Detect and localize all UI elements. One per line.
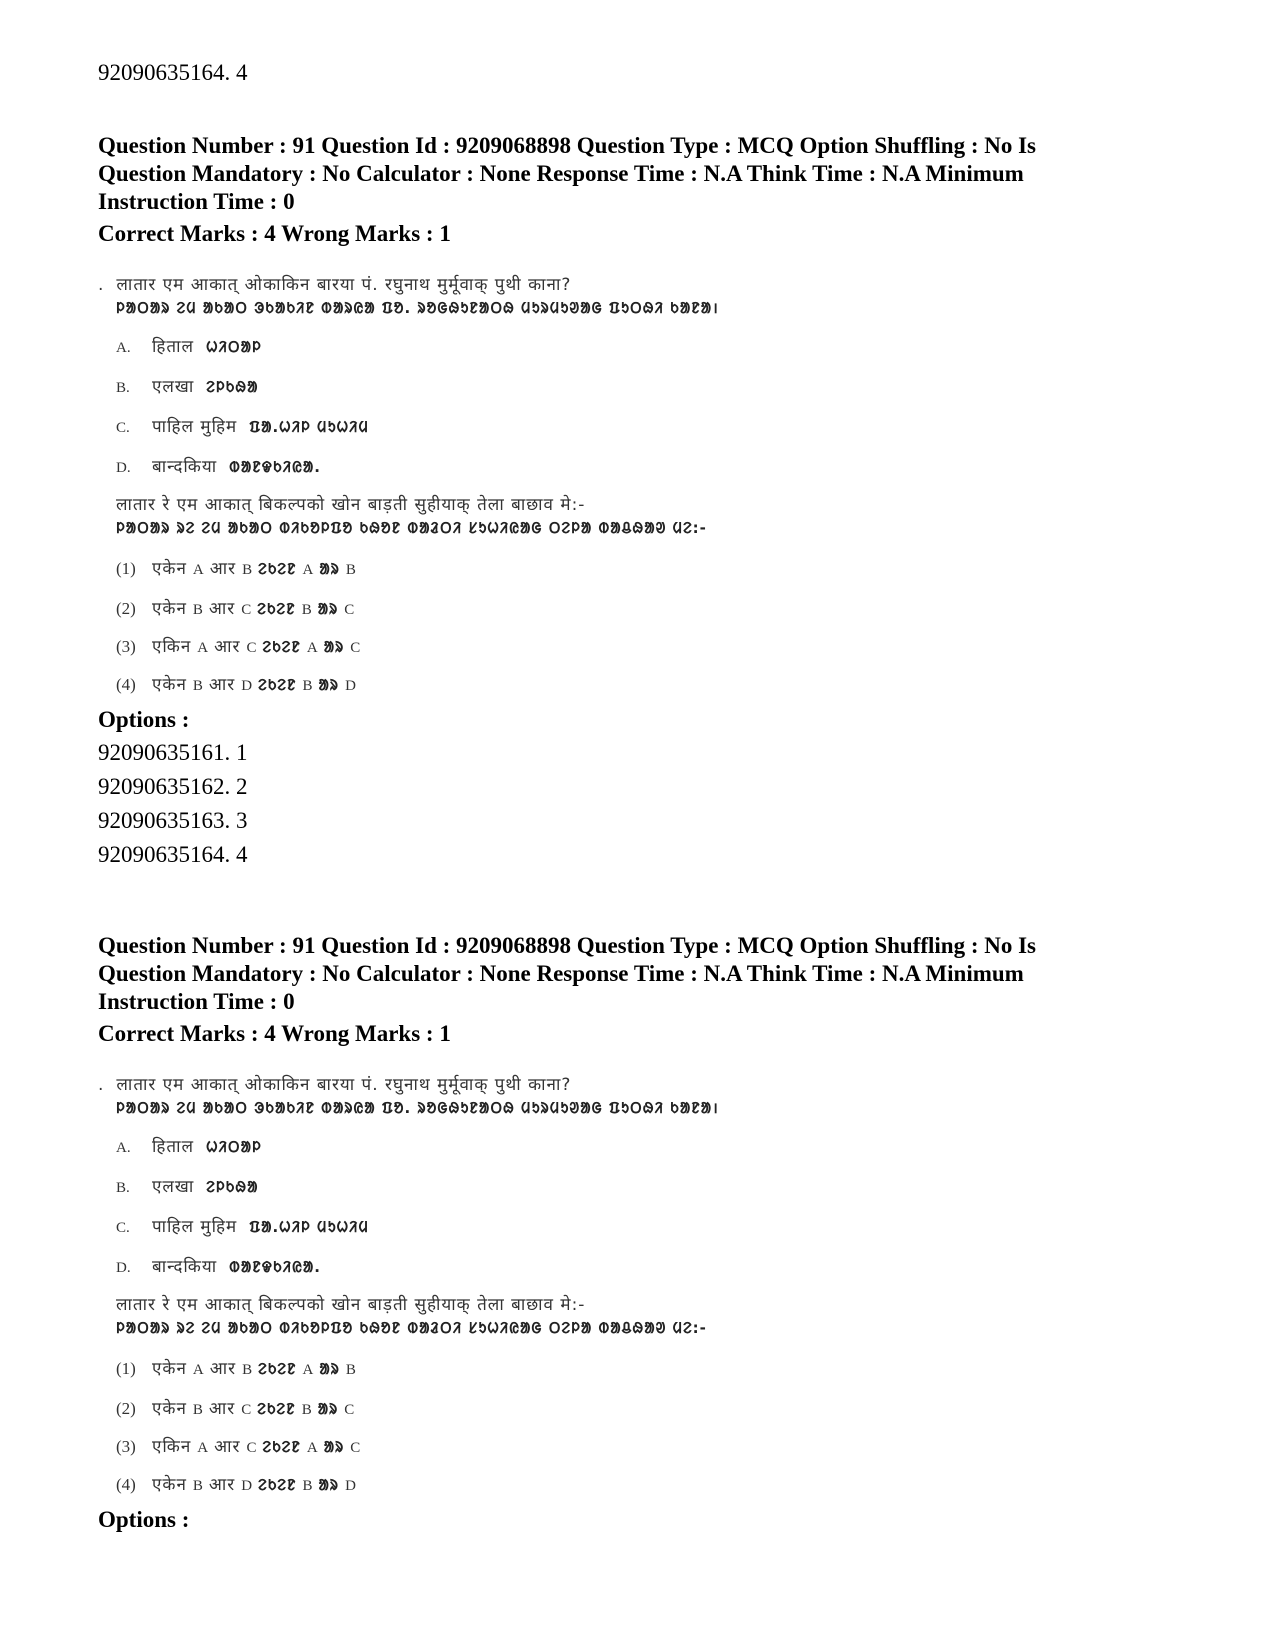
instruction-hindi: लातार रे एम आकात् बिकल्पको खोन बाड़ती सुहीयाक् तेला बाछाव मे:- xyxy=(116,1295,586,1315)
answer-3: (3) एकिन A आर C ᱮᱠᱮᱱ A ᱟᱨ C xyxy=(116,1437,361,1457)
question-meta: Question Number : 91 Question Id : 9209068898 Question Type : MCQ Option Shuffling : No Is Question Mandatory : No Calculator : None Response Time : N.A Think Time : N.A Minimum Instruction Time : 0 xyxy=(98,933,1037,1014)
question-hindi: लातार एम आकात् ओकाकिन बारया पं. रघुनाथ मुर्मूवाक् पुथी काना? xyxy=(116,1075,572,1095)
answer-3: (3) एकिन A आर C ᱮᱠᱮᱱ A ᱟᱨ C xyxy=(116,637,361,657)
option-line: 92090635164. 4 xyxy=(98,60,248,85)
choice-a: A. हिताल ᱦᱤᱛᱟᱞ xyxy=(116,1137,262,1157)
question-image xyxy=(98,1058,858,1506)
answer-2: (2) एकेन B आर C ᱮᱠᱮᱱ B ᱟᱨ C xyxy=(116,599,355,619)
option-line: 92090635163. 3 xyxy=(98,808,248,833)
options-heading: Options : xyxy=(98,1507,190,1532)
question-dot: . xyxy=(98,1075,105,1095)
choice-a: A. हिताल ᱦᱤᱛᱟᱞ xyxy=(116,337,262,357)
instruction-olchiki: ᱞᱟᱛᱟᱨ ᱨᱮ ᱮᱢ ᱟᱠᱟᱛ ᱵᱤᱠᱚᱞᱯᱚ ᱠᱷᱚᱱ ᱵᱟᱲᱛᱤ ᱥᱩᱦᱤᱭᱟᱜ ᱛᱮᱞᱟ ᱵᱟᱪᱷᱟᱣ ᱢᱮ:- xyxy=(116,1319,707,1337)
choice-d: D. बान्दकिया ᱵᱟᱱᱫᱠᱤᱭᱟ. xyxy=(116,1257,321,1277)
question-olchiki: ᱞᱟᱛᱟᱨ ᱮᱢ ᱟᱠᱟᱛ ᱳᱠᱟᱠᱤᱱ ᱵᱟᱨᱭᱟ ᱯᱚ. ᱨᱚᱜᱷᱩᱱᱟᱛᱷ ᱢᱩᱨᱢᱩᱣᱟᱜ ᱯᱩᱛᱷᱤ ᱠᱟᱱᱟ। xyxy=(116,1099,719,1117)
instruction-hindi: लातार रे एम आकात् बिकल्पको खोन बाड़ती सुहीयाक् तेला बाछाव मे:- xyxy=(116,495,586,515)
choice-c: C. पाहिल मुहिम ᱯᱟ.ᱦᱤᱞ ᱢᱩᱦᱤᱢ xyxy=(116,1217,369,1237)
option-line: 92090635164. 4 xyxy=(98,842,248,867)
answer-1: (1) एकेन A आर B ᱮᱠᱮᱱ A ᱟᱨ B xyxy=(116,559,356,579)
choice-b: B. एलखा ᱮᱞᱠᱷᱟ xyxy=(116,1177,259,1197)
question-hindi: लातार एम आकात् ओकाकिन बारया पं. रघुनाथ मुर्मूवाक् पुथी काना? xyxy=(116,275,572,295)
question-dot: . xyxy=(98,275,105,295)
option-line: 92090635162. 2 xyxy=(98,774,248,799)
choice-d: D. बान्दकिया ᱵᱟᱱᱫᱠᱤᱭᱟ. xyxy=(116,457,321,477)
question-olchiki: ᱞᱟᱛᱟᱨ ᱮᱢ ᱟᱠᱟᱛ ᱳᱠᱟᱠᱤᱱ ᱵᱟᱨᱭᱟ ᱯᱚ. ᱨᱚᱜᱷᱩᱱᱟᱛᱷ ᱢᱩᱨᱢᱩᱣᱟᱜ ᱯᱩᱛᱷᱤ ᱠᱟᱱᱟ। xyxy=(116,299,719,317)
question-meta: Question Number : 91 Question Id : 9209068898 Question Type : MCQ Option Shuffling : No Is Question Mandatory : No Calculator : None Response Time : N.A Think Time : N.A Minimum Instruction Time : 0 xyxy=(98,133,1037,214)
option-line: 92090635161. 1 xyxy=(98,740,248,765)
question-block xyxy=(98,132,1118,872)
marks-line: Correct Marks : 4 Wrong Marks : 1 xyxy=(98,221,451,246)
choice-b: B. एलखा ᱮᱞᱠᱷᱟ xyxy=(116,377,259,397)
choice-c: C. पाहिल मुहिम ᱯᱟ.ᱦᱤᱞ ᱢᱩᱦᱤᱢ xyxy=(116,417,369,437)
answer-2: (2) एकेन B आर C ᱮᱠᱮᱱ B ᱟᱨ C xyxy=(116,1399,355,1419)
instruction-olchiki: ᱞᱟᱛᱟᱨ ᱨᱮ ᱮᱢ ᱟᱠᱟᱛ ᱵᱤᱠᱚᱞᱯᱚ ᱠᱷᱚᱱ ᱵᱟᱲᱛᱤ ᱥᱩᱦᱤᱭᱟᱜ ᱛᱮᱞᱟ ᱵᱟᱪᱷᱟᱣ ᱢᱮ:- xyxy=(116,519,707,537)
options-heading: Options : xyxy=(98,707,190,732)
marks-line: Correct Marks : 4 Wrong Marks : 1 xyxy=(98,1021,451,1046)
answer-1: (1) एकेन A आर B ᱮᱠᱮᱱ A ᱟᱨ B xyxy=(116,1359,356,1379)
answer-4: (4) एकेन B आर D ᱮᱠᱮᱱ B ᱟᱨ D xyxy=(116,1475,356,1495)
question-block xyxy=(98,932,1118,1534)
answer-4: (4) एकेन B आर D ᱮᱠᱮᱱ B ᱟᱨ D xyxy=(116,675,356,695)
question-image xyxy=(98,258,858,706)
